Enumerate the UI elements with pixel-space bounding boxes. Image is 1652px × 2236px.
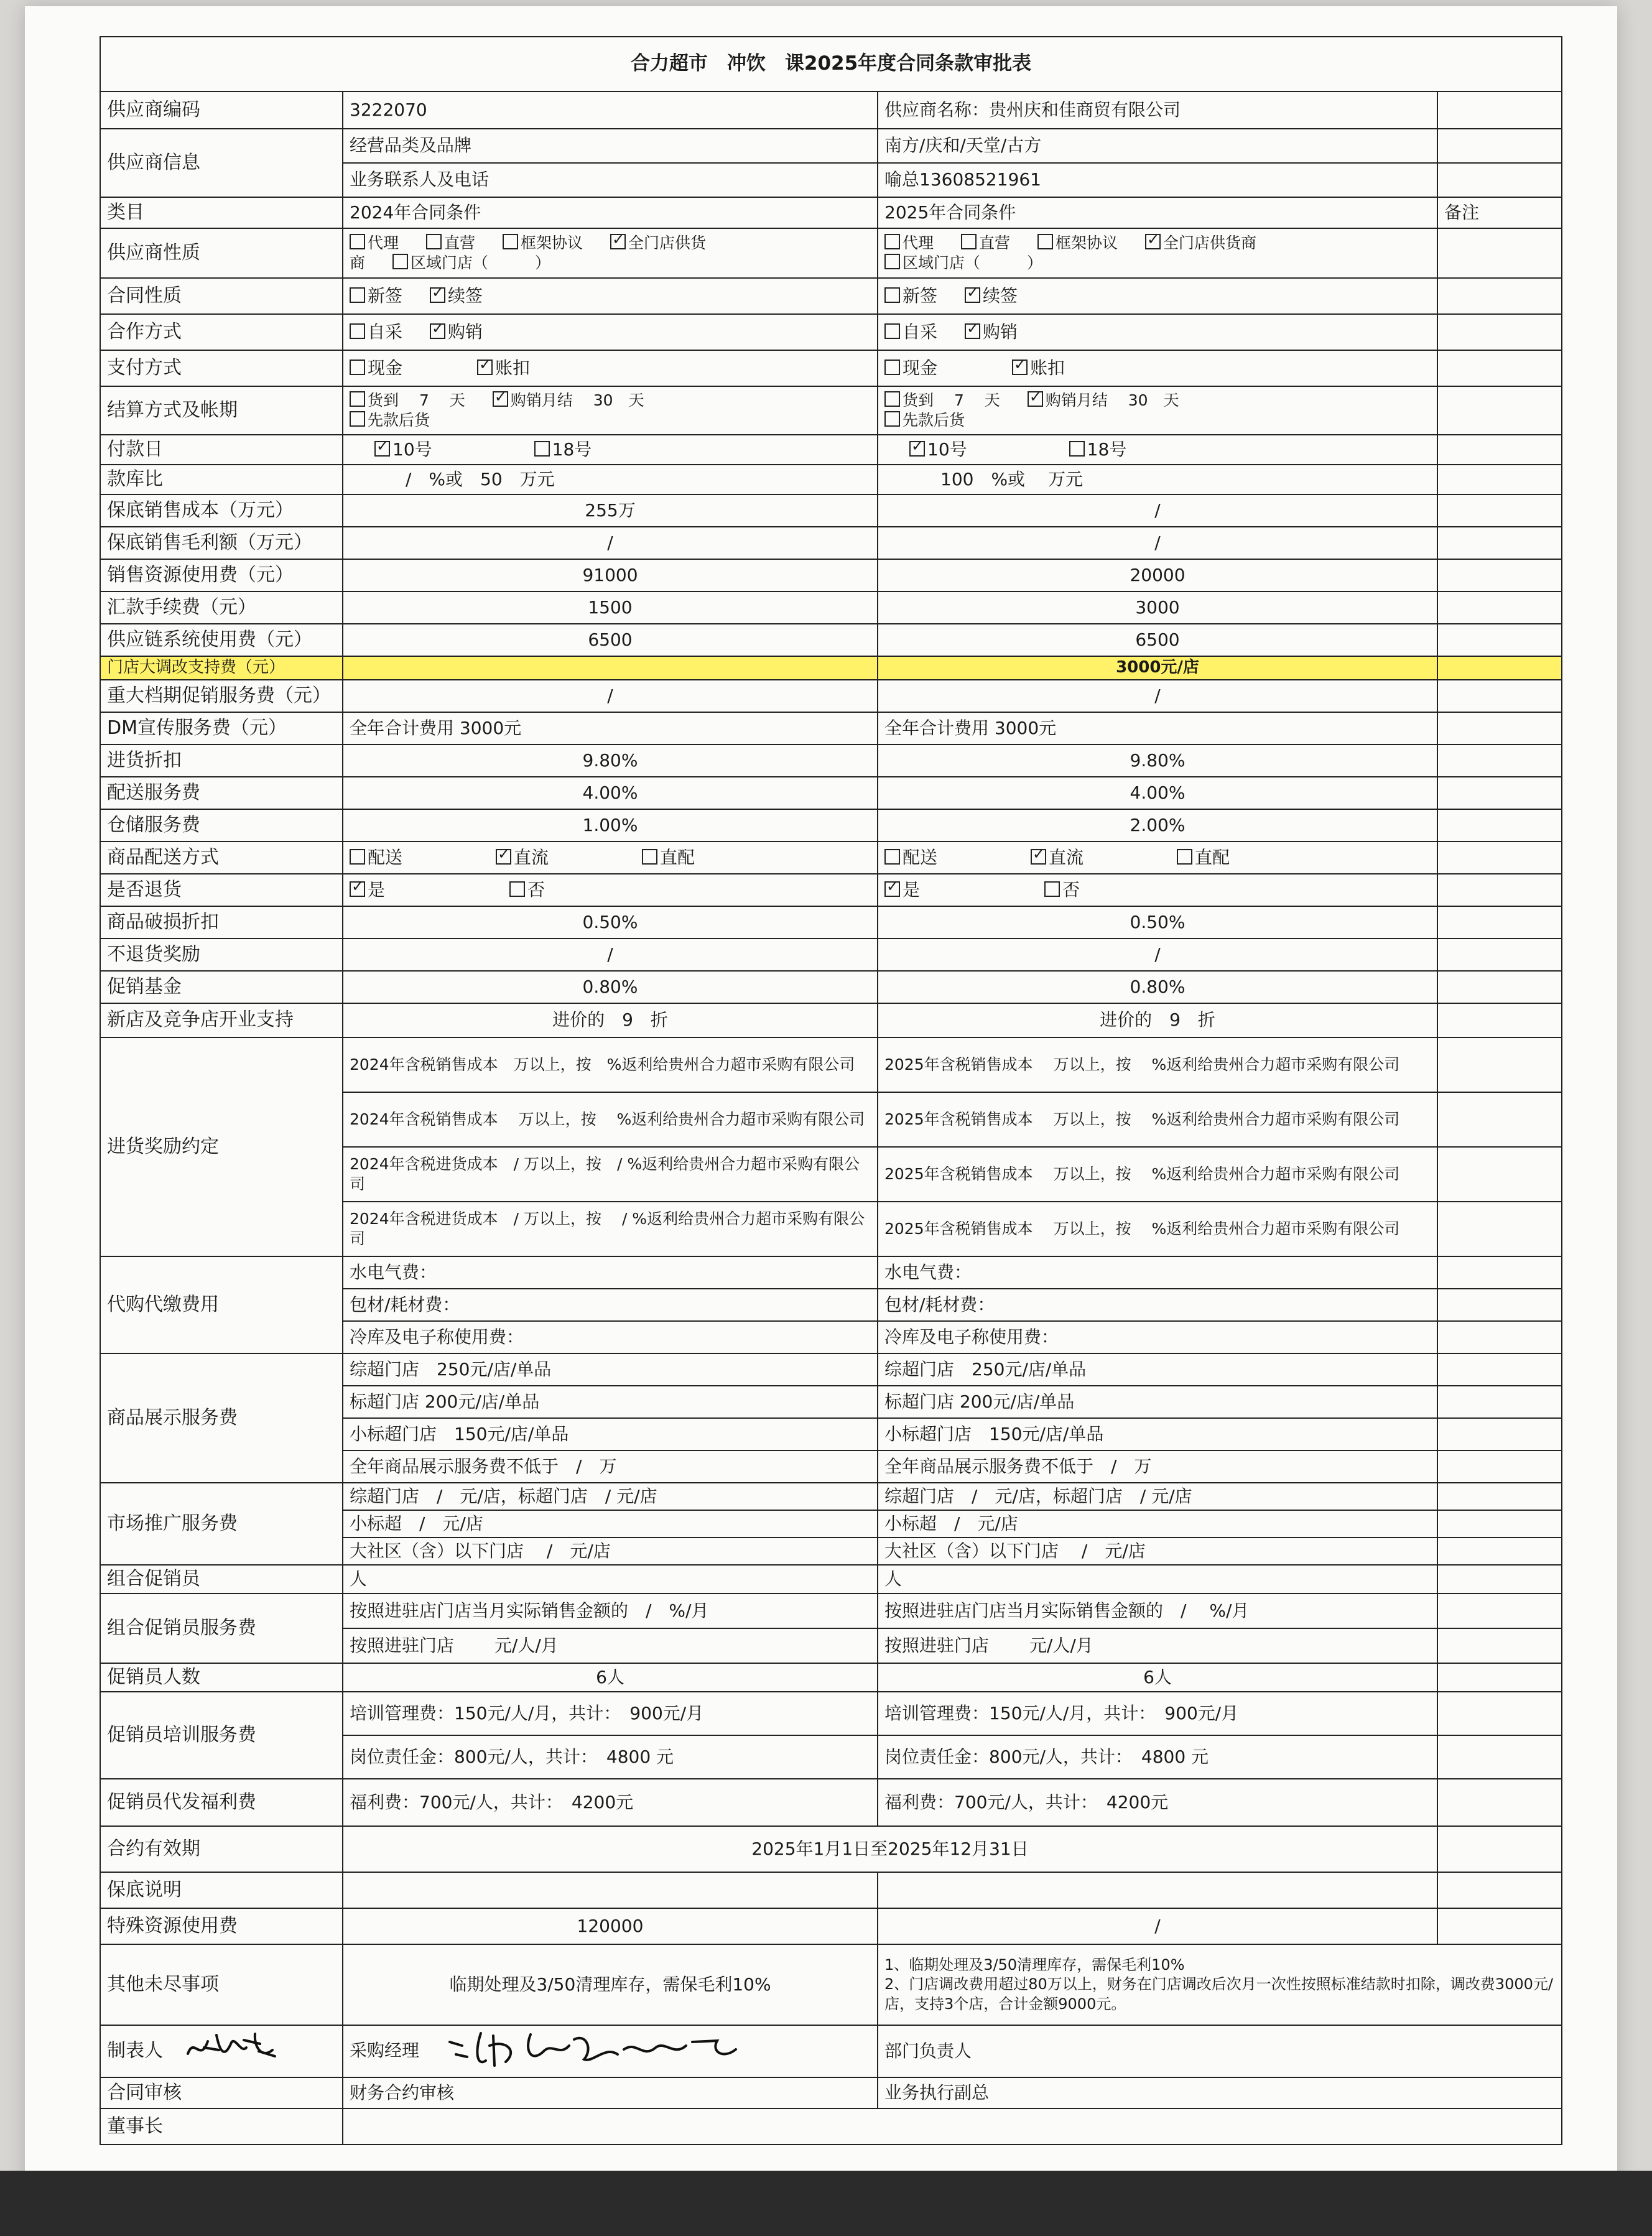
promoter-count-2024: 6人	[343, 1663, 878, 1692]
remark-cell	[1437, 712, 1562, 745]
display-2025-3: 小标超门店 150元/店/单品	[878, 1418, 1437, 1450]
display-2024-1: 综超门店 250元/店/单品	[343, 1353, 878, 1386]
approval-form	[100, 36, 1561, 2137]
return-2024: ✓ 是 否	[343, 874, 878, 906]
remark-cell	[1437, 1256, 1562, 1289]
remark-cell	[1437, 1353, 1562, 1386]
damage-2024: 0.50%	[343, 906, 878, 939]
label-store-renovate: 门店大调改支持费（元）	[100, 656, 343, 680]
stock-ratio-2024: / %或 50 万元	[343, 465, 878, 494]
label-promoter-welfare: 促销员代发福利费	[100, 1779, 343, 1826]
other-2025	[878, 1944, 1562, 2025]
approval-table	[100, 36, 1562, 2145]
maker-signature	[182, 2029, 281, 2074]
remark-cell	[1437, 1202, 1562, 1256]
sales-resource-2025: 20000	[878, 559, 1437, 591]
remark-cell	[1437, 1735, 1562, 1779]
label-purchase-discount: 进货折扣	[100, 745, 343, 777]
remark-cell	[1437, 809, 1562, 842]
checkbox[interactable]	[1069, 441, 1085, 457]
label-pay-mode: 支付方式	[100, 350, 343, 386]
label-agency-fee: 代购代缴费用	[100, 1256, 343, 1353]
supplier-code-value: 3222070	[343, 91, 878, 129]
remark-cell	[1437, 527, 1562, 559]
store-renovate-2025: 3000元/店	[878, 656, 1437, 680]
remark-cell	[1437, 559, 1562, 591]
remark-cell	[1437, 1418, 1562, 1450]
label-special-resource: 特殊资源使用费	[100, 1908, 343, 1944]
label-other: 其他未尽事项	[100, 1944, 343, 2025]
combo-promoter-2025: 人	[878, 1565, 1437, 1593]
label-chairman: 董事长	[100, 2108, 343, 2145]
supplier-name-value: 供应商名称：贵州庆和佳商贸有限公司	[878, 91, 1437, 129]
supply-sys-2024: 6500	[343, 624, 878, 656]
remark-header: 备注	[1437, 197, 1562, 228]
coop-mode-2024: 自采✓ 购销	[343, 314, 878, 350]
remark-cell	[1437, 1565, 1562, 1593]
promoter-count-2025: 6人	[878, 1663, 1437, 1692]
remark-cell	[1437, 1908, 1562, 1944]
remark-cell	[1437, 874, 1562, 906]
remark-cell	[1437, 591, 1562, 624]
return-2025: ✓ 是 否	[878, 874, 1437, 906]
remark-cell	[1437, 1538, 1562, 1565]
packing-2025: 包材/耗材费：	[878, 1289, 1437, 1321]
label-contract-nature: 合同性质	[100, 278, 343, 314]
major-promo-2025: /	[878, 680, 1437, 712]
checkbox-checked[interactable]	[1012, 360, 1028, 375]
cold-2024: 冷库及电子称使用费：	[343, 1321, 878, 1353]
remark-cell	[1437, 1826, 1562, 1872]
other-2025-item-1: 1、临期处理及3/50清理库存，需保毛利10%	[884, 1956, 1185, 1974]
label-supply-sys: 供应链系统使用费（元）	[100, 624, 343, 656]
checkbox-checked[interactable]	[430, 323, 445, 339]
checkbox[interactable]	[1037, 234, 1053, 249]
label-display-fee: 商品展示服务费	[100, 1353, 343, 1483]
remark-cell	[1437, 91, 1562, 129]
reward-2024-4: 2024年含税进货成本 / 万以上，按 / %返利给贵州合力超市采购有限公司	[343, 1202, 878, 1256]
label-promo-fund: 促销基金	[100, 971, 343, 1003]
combo-fee-2024-1: 按照进驻店门店当月实际销售金额的 / %/月	[343, 1593, 878, 1628]
purchase-discount-2025: 9.80%	[878, 745, 1437, 777]
training-2025-2: 岗位责任金：800元/人，共计： 4800 元	[878, 1735, 1437, 1779]
checkbox[interactable]	[884, 411, 900, 427]
remark-cell	[1437, 163, 1562, 197]
pay-day-2024: ✓ 10号 18号	[343, 435, 878, 465]
checkbox[interactable]	[961, 234, 977, 249]
contract-nature-2024: 新签✓ 续签	[343, 278, 878, 314]
no-return-reward-2024: /	[343, 939, 878, 971]
settlement-2025: 货到 7 天✓ 购销月结 30 天 先款后货	[878, 386, 1437, 435]
sales-resource-2024: 91000	[343, 559, 878, 591]
combo-fee-2024-2: 按照进驻门店 元/人/月	[343, 1628, 878, 1663]
checkbox-checked[interactable]	[430, 287, 445, 303]
label-supplier-nature: 供应商性质	[100, 228, 343, 278]
delivery-mode-2025: 配送✓ 直流 直配	[878, 842, 1437, 874]
label-dm-fee: DM宣传服务费（元）	[100, 712, 343, 745]
checkbox[interactable]	[350, 287, 365, 303]
checkbox-checked[interactable]	[610, 234, 626, 249]
checkbox-checked[interactable]	[493, 391, 508, 407]
label-pay-day: 付款日	[100, 435, 343, 465]
supply-sys-2025: 6500	[878, 624, 1437, 656]
label-no-return-reward: 不退货奖励	[100, 939, 343, 971]
dm-fee-2025: 全年合计费用 3000元	[878, 712, 1437, 745]
remark-cell	[1437, 1872, 1562, 1908]
display-2024-4: 全年商品展示服务费不低于 / 万	[343, 1450, 878, 1483]
remark-cell	[1437, 1386, 1562, 1418]
remark-cell	[1437, 1593, 1562, 1628]
remark-cell	[1437, 1692, 1562, 1735]
special-resource-2024: 120000	[343, 1908, 878, 1944]
remark-cell	[1437, 350, 1562, 386]
checkbox[interactable]	[884, 323, 900, 339]
reward-2025-1: 2025年含税销售成本 万以上，按 %返利给贵州合力超市采购有限公司	[878, 1037, 1437, 1092]
checkbox[interactable]	[392, 254, 408, 269]
label-new-store: 新店及竞争店开业支持	[100, 1003, 343, 1037]
checkbox[interactable]	[884, 391, 900, 407]
combo-fee-2025-1: 按照进驻店门店当月实际销售金额的 / %/月	[878, 1593, 1437, 1628]
pay-mode-2025: 现金✓ 账扣	[878, 350, 1437, 386]
remark-cell	[1437, 1289, 1562, 1321]
water-2025: 水电气费：	[878, 1256, 1437, 1289]
col-2025-header: 2025年合同条件	[878, 197, 1437, 228]
settlement-2024: 货到 7 天✓ 购销月结 30 天 先款后货	[343, 386, 878, 435]
label-sales-resource: 销售资源使用费（元）	[100, 559, 343, 591]
label-market-fee: 市场推广服务费	[100, 1483, 343, 1565]
checkbox-checked[interactable]	[374, 441, 390, 457]
market-2025-3: 大社区（含）以下门店 / 元/店	[878, 1538, 1437, 1565]
checkbox[interactable]	[884, 849, 900, 865]
dm-fee-2024: 全年合计费用 3000元	[343, 712, 878, 745]
storage-fee-2025: 2.00%	[878, 809, 1437, 842]
checkbox[interactable]	[884, 254, 900, 269]
guarantee-note-2024	[343, 1872, 878, 1908]
purchase-mgr-cell: 采购经理	[343, 2025, 878, 2077]
stock-ratio-2025: 100 %或 万元	[878, 465, 1437, 494]
reward-2025-3: 2025年含税销售成本 万以上，按 %返利给贵州合力超市采购有限公司	[878, 1147, 1437, 1202]
label-remit-fee: 汇款手续费（元）	[100, 591, 343, 624]
checkbox[interactable]	[350, 360, 365, 375]
checkbox-checked[interactable]	[965, 323, 980, 339]
market-2025-2: 小标超 / 元/店	[878, 1510, 1437, 1538]
remark-cell	[1437, 777, 1562, 809]
remark-cell	[1437, 939, 1562, 971]
label-storage-fee: 仓储服务费	[100, 809, 343, 842]
guarantee-note-2025	[878, 1872, 1437, 1908]
delivery-fee-2025: 4.00%	[878, 777, 1437, 809]
checkbox[interactable]	[350, 391, 365, 407]
checkbox[interactable]	[1177, 849, 1192, 865]
label-stock-ratio: 款库比	[100, 465, 343, 494]
other-2024: 临期处理及3/50清理库存，需保毛利10%	[343, 1944, 878, 2025]
label-maker: 制表人	[100, 2025, 343, 2077]
market-2024-2: 小标超 / 元/店	[343, 1510, 878, 1538]
remark-cell	[1437, 624, 1562, 656]
storage-fee-2024: 1.00%	[343, 809, 878, 842]
remark-cell	[1437, 906, 1562, 939]
paper-sheet	[25, 6, 1617, 2211]
checkbox[interactable]	[350, 323, 365, 339]
label-return: 是否退货	[100, 874, 343, 906]
chairman-cell	[343, 2108, 1562, 2145]
display-2024-2: 标超门店 200元/店/单品	[343, 1386, 878, 1418]
label-contract-review: 合同审核	[100, 2077, 343, 2108]
min-gross-2025: /	[878, 527, 1437, 559]
remark-cell	[1437, 435, 1562, 465]
remark-cell	[1437, 1483, 1562, 1510]
checkbox[interactable]	[534, 441, 550, 457]
label-promoter-count: 促销员人数	[100, 1663, 343, 1692]
checkbox-checked[interactable]	[477, 360, 493, 375]
contact-label: 业务联系人及电话	[343, 163, 878, 197]
label-category: 类目	[100, 197, 343, 228]
reward-2024-3: 2024年含税进货成本 / 万以上，按 / %返利给贵州合力超市采购有限公司	[343, 1147, 878, 1202]
brands-value: 南方/庆和/天堂/古方	[878, 129, 1437, 163]
remark-cell	[1437, 1003, 1562, 1037]
label-combo-promoter-fee: 组合促销员服务费	[100, 1593, 343, 1663]
remark-cell	[1437, 129, 1562, 163]
combo-fee-2025-2: 按照进驻门店 元/人/月	[878, 1628, 1437, 1663]
reward-2024-2: 2024年含税销售成本 万以上，按 %返利给贵州合力超市采购有限公司	[343, 1092, 878, 1147]
label-validity: 合约有效期	[100, 1826, 343, 1872]
biz-vp-cell: 业务执行副总	[878, 2077, 1562, 2108]
training-2024-2: 岗位责任金：800元/人，共计： 4800 元	[343, 1735, 878, 1779]
label-damage: 商品破损折扣	[100, 906, 343, 939]
label-min-sales-cost: 保底销售成本（万元）	[100, 494, 343, 527]
combo-promoter-2024: 人	[343, 1565, 878, 1593]
remark-cell	[1437, 314, 1562, 350]
min-sales-cost-2024: 255万	[343, 494, 878, 527]
checkbox-checked[interactable]	[1145, 234, 1161, 249]
remark-cell	[1437, 1663, 1562, 1692]
coop-mode-2025: 自采✓ 购销	[878, 314, 1437, 350]
checkbox-checked[interactable]	[1031, 849, 1046, 865]
cold-2025: 冷库及电子称使用费：	[878, 1321, 1437, 1353]
market-2024-1: 综超门店 / 元/店，标超门店 / 元/店	[343, 1483, 878, 1510]
label-combo-promoter: 组合促销员	[100, 1565, 343, 1593]
remark-cell	[1437, 1779, 1562, 1826]
pay-day-2025: ✓ 10号 18号	[878, 435, 1437, 465]
min-gross-2024: /	[343, 527, 878, 559]
validity-value: 2025年1月1日至2025年12月31日	[343, 1826, 1437, 1872]
remit-fee-2025: 3000	[878, 591, 1437, 624]
display-2024-3: 小标超门店 150元/店/单品	[343, 1418, 878, 1450]
reward-2025-4: 2025年含税销售成本 万以上，按 %返利给贵州合力超市采购有限公司	[878, 1202, 1437, 1256]
checkbox[interactable]	[503, 234, 518, 249]
contract-nature-2025: 新签✓ 续签	[878, 278, 1437, 314]
remark-cell	[1437, 278, 1562, 314]
label-min-gross: 保底销售毛利额（万元）	[100, 527, 343, 559]
remark-cell	[1437, 1037, 1562, 1092]
checkbox[interactable]	[884, 287, 900, 303]
supplier-nature-2025: 代理 直营 框架协议✓ 全门店供货商 区域门店（ ）	[878, 228, 1437, 278]
remark-cell	[1437, 228, 1562, 278]
label-supplier-code: 供应商编码	[100, 91, 343, 129]
label-delivery-mode: 商品配送方式	[100, 842, 343, 874]
delivery-mode-2024: 配送✓ 直流 直配	[343, 842, 878, 874]
checkbox-checked[interactable]	[909, 441, 925, 457]
welfare-2025: 福利费：700元/人，共计： 4200元	[878, 1779, 1437, 1826]
purchase-mgr-signature	[437, 2027, 748, 2076]
no-return-reward-2025: /	[878, 939, 1437, 971]
new-store-2024: 进价的 9 折	[343, 1003, 878, 1037]
label-delivery-fee: 配送服务费	[100, 777, 343, 809]
remark-cell	[1437, 465, 1562, 494]
label-major-promo: 重大档期促销服务费（元）	[100, 680, 343, 712]
remark-cell	[1437, 1092, 1562, 1147]
checkbox[interactable]	[426, 234, 442, 249]
checkbox[interactable]	[884, 234, 900, 249]
label-promoter-training: 促销员培训服务费	[100, 1692, 343, 1779]
promo-fund-2024: 0.80%	[343, 971, 878, 1003]
packing-2024: 包材/耗材费：	[343, 1289, 878, 1321]
promo-fund-2025: 0.80%	[878, 971, 1437, 1003]
remark-cell	[1437, 656, 1562, 680]
welfare-2024: 福利费：700元/人，共计： 4200元	[343, 1779, 878, 1826]
checkbox[interactable]	[509, 881, 525, 897]
water-2024: 水电气费：	[343, 1256, 878, 1289]
remark-cell	[1437, 1147, 1562, 1202]
remark-cell	[1437, 386, 1562, 435]
remark-cell	[1437, 1321, 1562, 1353]
background-surface	[0, 2171, 1652, 2236]
label-coop-mode: 合作方式	[100, 314, 343, 350]
col-2024-header: 2024年合同条件	[343, 197, 878, 228]
checkbox[interactable]	[1044, 881, 1060, 897]
checkbox-checked[interactable]	[350, 881, 365, 897]
checkbox-checked[interactable]	[884, 881, 900, 897]
damage-2025: 0.50%	[878, 906, 1437, 939]
remark-cell	[1437, 971, 1562, 1003]
contact-value: 喻总13608521961	[878, 163, 1437, 197]
new-store-2025: 进价的 9 折	[878, 1003, 1437, 1037]
remark-cell	[1437, 842, 1562, 874]
display-2025-4: 全年商品展示服务费不低于 / 万	[878, 1450, 1437, 1483]
checkbox[interactable]	[884, 360, 900, 375]
remark-cell	[1437, 680, 1562, 712]
reward-2025-2: 2025年含税销售成本 万以上，按 %返利给贵州合力超市采购有限公司	[878, 1092, 1437, 1147]
checkbox[interactable]	[350, 234, 365, 249]
market-2025-1: 综超门店 / 元/店，标超门店 / 元/店	[878, 1483, 1437, 1510]
checkbox[interactable]	[642, 849, 657, 865]
checkbox[interactable]	[350, 411, 365, 427]
remark-cell	[1437, 745, 1562, 777]
label-purchase-reward: 进货奖励约定	[100, 1037, 343, 1256]
min-sales-cost-2025: /	[878, 494, 1437, 527]
display-2025-1: 综超门店 250元/店/单品	[878, 1353, 1437, 1386]
form-title: 合力超市 冲饮 课2025年度合同条款审批表	[100, 37, 1562, 91]
label-supplier-info: 供应商信息	[100, 129, 343, 197]
training-2025-1: 培训管理费：150元/人/月，共计： 900元/月	[878, 1692, 1437, 1735]
delivery-fee-2024: 4.00%	[343, 777, 878, 809]
remark-cell	[1437, 1510, 1562, 1538]
remit-fee-2024: 1500	[343, 591, 878, 624]
special-resource-2025: /	[878, 1908, 1437, 1944]
checkbox-checked[interactable]	[965, 287, 980, 303]
category-brand-label: 经营品类及品牌	[343, 129, 878, 163]
other-2025-item-2: 2、门店调改费用超过80万以上，财务在门店调改后次月一次性按照标准结款时扣除，调改费3000元/店，支持3个店，合计金额9000元。	[884, 1975, 1553, 2013]
label-settlement: 结算方式及帐期	[100, 386, 343, 435]
label-guarantee-note: 保底说明	[100, 1872, 343, 1908]
purchase-discount-2024: 9.80%	[343, 745, 878, 777]
remark-cell	[1437, 494, 1562, 527]
supplier-nature-2024: 代理 直营 框架协议✓ 全门店供货 商 区域门店（ ）	[343, 228, 878, 278]
remark-cell	[1437, 1450, 1562, 1483]
checkbox-checked[interactable]	[496, 849, 511, 865]
remark-cell	[1437, 1628, 1562, 1663]
finance-review-cell: 财务合约审核	[343, 2077, 878, 2108]
checkbox[interactable]	[350, 849, 365, 865]
checkbox-checked[interactable]	[1028, 391, 1043, 407]
training-2024-1: 培训管理费：150元/人/月，共计： 900元/月	[343, 1692, 878, 1735]
dept-head-cell: 部门负责人	[878, 2025, 1562, 2077]
reward-2024-1: 2024年含税销售成本 万以上，按 %返利给贵州合力超市采购有限公司	[343, 1037, 878, 1092]
display-2025-2: 标超门店 200元/店/单品	[878, 1386, 1437, 1418]
pay-mode-2024: 现金✓ 账扣	[343, 350, 878, 386]
market-2024-3: 大社区（含）以下门店 / 元/店	[343, 1538, 878, 1565]
major-promo-2024: /	[343, 680, 878, 712]
store-renovate-2024	[343, 656, 878, 680]
